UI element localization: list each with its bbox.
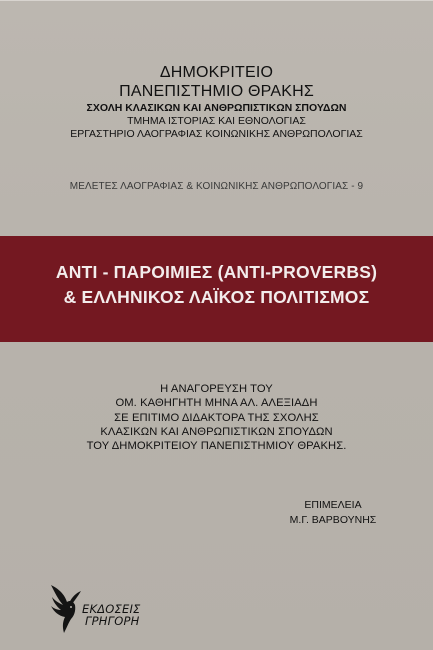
department-name: ΤΜΗΜΑ ΙΣΤΟΡΙΑΣ ΚΑΙ ΕΘΝΟΛΟΓΙΑΣ <box>127 115 306 127</box>
book-title-line2: & ΕΛΛΗΝΙΚΟΣ ΛΑΪΚΟΣ ΠΟΛΙΤΙΣΜΟΣ <box>63 287 370 307</box>
honor-subtitle <box>0 382 433 453</box>
honor-line1: Η ΑΝΑΓΟΡΕΥΣΗ ΤΟΥ <box>160 383 273 395</box>
university-name-line2: ΠΑΝΕΠΙΣΤΗΜΙΟ ΘΡΑΚΗΣ <box>119 83 314 100</box>
editor-name: Μ.Γ. ΒΑΡΒΟΥΝΗΣ <box>289 514 377 526</box>
publisher-name-line1: ΕΚΔΟΣΕΙΣ <box>82 602 141 616</box>
editor-credit <box>278 498 388 528</box>
book-title-line1: ΑΝΤΙ - ΠΑΡΟΙΜΙΕΣ (ANTI-PROVERBS) <box>55 262 378 282</box>
book-title <box>0 260 433 310</box>
editor-label: ΕΠΙΜΕΛΕΙΑ <box>304 499 362 511</box>
school-name: ΣΧΟΛΗ ΚΛΑΣΙΚΩΝ ΚΑΙ ΑΝΘΡΩΠΙΣΤΙΚΩΝ ΣΠΟΥΔΩΝ <box>86 102 347 114</box>
publisher-logo <box>47 581 157 637</box>
swallow-bird-icon <box>47 581 83 637</box>
laboratory-name: ΕΡΓΑΣΤΗΡΙΟ ΛΑΟΓΡΑΦΙΑΣ ΚΟΙΝΩΝΙΚΗΣ ΑΝΘΡΩΠΟΛΟΓΙΑΣ <box>70 128 363 140</box>
honor-line5: ΤΟΥ ΔΗΜΟΚΡΙΤΕΙΟΥ ΠΑΝΕΠΙΣΤΗΜΙΟΥ ΘΡΑΚΗΣ. <box>86 440 347 453</box>
honor-line4: ΚΛΑΣΙΚΩΝ ΚΑΙ ΑΝΘΡΩΠΙΣΤΙΚΩΝ ΣΠΟΥΔΩΝ <box>100 425 333 438</box>
title-banner <box>0 236 433 342</box>
honor-line2: ΟΜ. ΚΑΘΗΓΗΤΗ ΜΗΝΑ ΑΛ. ΑΛΕΞΙΑΔΗ <box>115 397 318 410</box>
publisher-name-line2: ΓΡΗΓΟΡΗ <box>85 614 140 628</box>
series-title: ΜΕΛΕΤΕΣ ΛΑΟΓΡΑΦΙΑΣ & ΚΟΙΝΩΝΙΚΗΣ ΑΝΘΡΩΠΟΛΟΓΙΑΣ - 9 <box>69 181 364 192</box>
university-name-line1: ΔΗΜΟΚΡΙΤΕΙΟ <box>159 64 274 81</box>
honor-line3: ΣΕ ΕΠΙΤΙΜΟ ΔΙΔΑΚΤΟΡΑ ΤΗΣ ΣΧΟΛΗΣ <box>114 411 319 424</box>
institution-header <box>0 63 433 141</box>
